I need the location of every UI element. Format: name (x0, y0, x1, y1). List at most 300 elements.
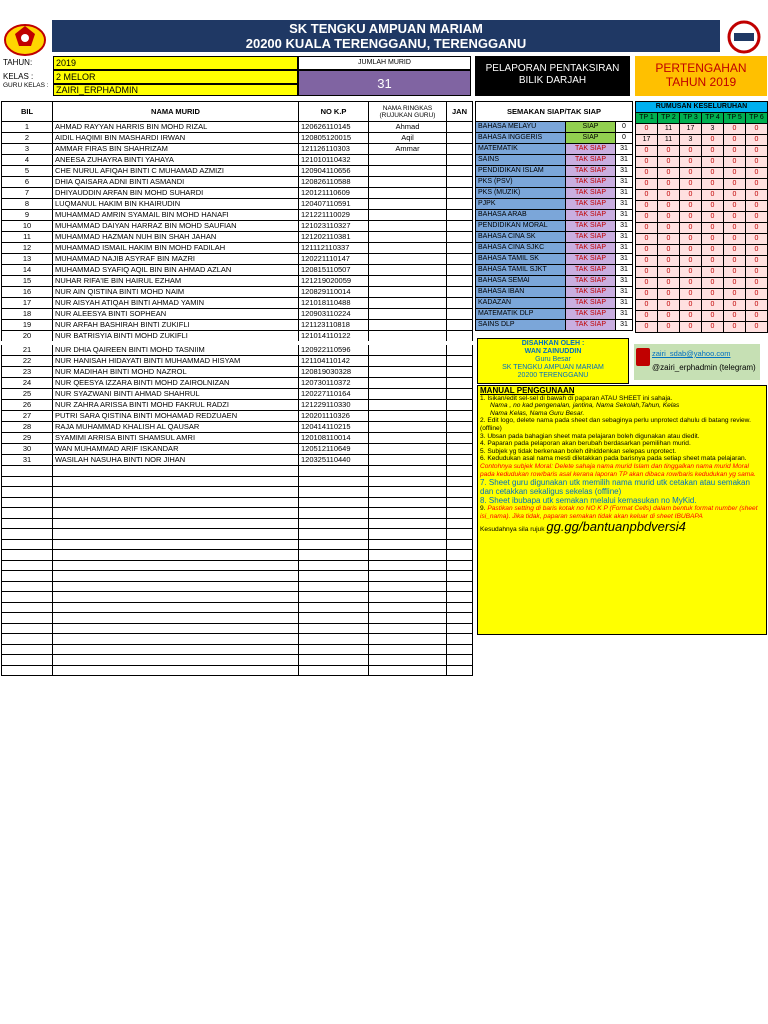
ringkas-cell[interactable] (369, 166, 447, 177)
nama-cell[interactable]: SYAMIMI ARRISA BINTI SHAMSUL AMRI (53, 433, 299, 444)
kp-cell[interactable]: 121104110142 (299, 356, 369, 367)
ringkas-cell[interactable] (369, 592, 447, 603)
bil-cell[interactable] (2, 539, 53, 550)
kp-cell[interactable] (299, 529, 369, 540)
ringkas-cell[interactable] (369, 389, 447, 400)
kp-cell[interactable] (299, 539, 369, 550)
jan-cell[interactable] (447, 254, 473, 265)
nama-cell[interactable]: NUHAR RIFA'IE BIN HAIRUL EZHAM (53, 276, 299, 287)
bil-cell[interactable] (2, 550, 53, 561)
bil-cell[interactable]: 31 (2, 455, 53, 466)
ringkas-cell[interactable] (369, 199, 447, 210)
nama-cell[interactable]: DHIYAUDDIN ARFAN BIN MOHD SUHARDI (53, 188, 299, 199)
nama-cell[interactable] (53, 518, 299, 529)
ringkas-cell[interactable] (369, 254, 447, 265)
ringkas-cell[interactable] (369, 497, 447, 508)
kp-cell[interactable]: 121018110488 (299, 298, 369, 309)
nama-cell[interactable]: RAJA MUHAMMAD KHALISH AL QAUSAR (53, 422, 299, 433)
ringkas-cell[interactable] (369, 560, 447, 571)
tp-count: 0 (724, 146, 746, 157)
ringkas-cell[interactable] (369, 210, 447, 221)
bil-cell[interactable]: 28 (2, 422, 53, 433)
tp-count: 0 (702, 212, 724, 223)
table-row (2, 331, 473, 344)
kp-cell[interactable]: 121219020059 (299, 276, 369, 287)
jan-cell[interactable] (447, 433, 473, 444)
jan-cell[interactable] (447, 411, 473, 422)
bil-cell[interactable]: 26 (2, 400, 53, 411)
nama-cell[interactable] (53, 539, 299, 550)
bil-cell[interactable]: 17 (2, 298, 53, 309)
kp-cell[interactable]: 120227110164 (299, 389, 369, 400)
jan-cell[interactable] (447, 455, 473, 466)
ringkas-cell[interactable] (369, 634, 447, 645)
ringkas-cell[interactable] (369, 320, 447, 331)
jan-cell[interactable] (447, 400, 473, 411)
kp-cell[interactable]: 121126110303 (299, 144, 369, 155)
ringkas-cell[interactable] (369, 400, 447, 411)
nama-cell[interactable]: MUHAMMAD ISMAIL HAKIM BIN MOHD FADILAH (53, 243, 299, 254)
ringkas-cell[interactable] (369, 411, 447, 422)
kp-cell[interactable] (299, 487, 369, 498)
kp-cell[interactable]: 120826110588 (299, 177, 369, 188)
ringkas-cell[interactable] (369, 623, 447, 634)
ringkas-cell[interactable] (369, 655, 447, 666)
jan-cell[interactable] (447, 602, 473, 613)
ringkas-cell[interactable] (369, 518, 447, 529)
jan-cell[interactable] (447, 466, 473, 477)
bil-cell[interactable]: 22 (2, 356, 53, 367)
jan-cell[interactable] (447, 232, 473, 243)
bil-cell[interactable]: 13 (2, 254, 53, 265)
count-cell: 31 (616, 166, 633, 177)
jan-cell[interactable] (447, 613, 473, 624)
tp-count: 0 (746, 157, 768, 168)
ringkas-cell[interactable] (369, 455, 447, 466)
bil-cell[interactable] (2, 644, 53, 655)
ringkas-cell[interactable]: Ahmad (369, 122, 447, 133)
nama-cell[interactable]: NUR HANISAH HIDAYATI BINTI MUHAMMAD HISYAM (53, 356, 299, 367)
jan-cell[interactable] (447, 422, 473, 433)
kp-cell[interactable] (299, 560, 369, 571)
bil-cell[interactable]: 21 (2, 343, 53, 356)
jan-cell[interactable] (447, 122, 473, 133)
kp-cell[interactable] (299, 613, 369, 624)
jan-cell[interactable] (447, 199, 473, 210)
tp-count: 0 (702, 322, 724, 333)
nama-cell[interactable]: NUR DHIA QAIREEN BINTI MOHD TASNIIM (53, 343, 299, 356)
nama-cell[interactable]: DHIA QAISARA ADNI BINTI ASMANDI (53, 177, 299, 188)
tp-count: 0 (658, 234, 680, 245)
subject-cell: PENDIDIKAN ISLAM (476, 166, 566, 177)
tp-count: 3 (702, 124, 724, 135)
ringkas-cell[interactable] (369, 529, 447, 540)
jan-cell[interactable] (447, 221, 473, 232)
kp-cell[interactable] (299, 592, 369, 603)
jan-cell[interactable] (447, 343, 473, 356)
ringkas-cell[interactable] (369, 422, 447, 433)
tp-count: 0 (724, 245, 746, 256)
kp-cell[interactable] (299, 644, 369, 655)
kp-cell[interactable]: 121112110337 (299, 243, 369, 254)
kelas-field[interactable]: 2 MELOR (53, 70, 298, 84)
jan-cell[interactable] (447, 476, 473, 487)
ringkas-cell[interactable] (369, 331, 447, 344)
ringkas-cell[interactable] (369, 444, 447, 455)
nama-cell[interactable] (53, 644, 299, 655)
bil-cell[interactable] (2, 655, 53, 666)
bil-cell[interactable]: 1 (2, 122, 53, 133)
jan-cell[interactable] (447, 298, 473, 309)
bil-cell[interactable]: 30 (2, 444, 53, 455)
nama-cell[interactable]: AHMAD RAYYAN HARRIS BIN MOHD RIZAL (53, 122, 299, 133)
bil-cell[interactable]: 8 (2, 199, 53, 210)
kp-cell[interactable] (299, 655, 369, 666)
kp-cell[interactable]: 120407110591 (299, 199, 369, 210)
jan-cell[interactable] (447, 444, 473, 455)
nama-cell[interactable]: LUQMANUL HAKIM BIN KHAIRUDIN (53, 199, 299, 210)
jan-cell[interactable] (447, 210, 473, 221)
kp-cell[interactable]: 120904110656 (299, 166, 369, 177)
jan-cell[interactable] (447, 166, 473, 177)
bil-cell[interactable]: 20 (2, 331, 53, 344)
tp-count: 0 (636, 289, 658, 300)
bil-cell[interactable] (2, 613, 53, 624)
nama-cell[interactable] (53, 508, 299, 519)
kp-cell[interactable]: 121229110330 (299, 400, 369, 411)
table-row (2, 581, 473, 592)
jan-cell[interactable] (447, 508, 473, 519)
bil-cell[interactable] (2, 487, 53, 498)
jan-cell[interactable] (447, 144, 473, 155)
jan-cell[interactable] (447, 243, 473, 254)
nama-cell[interactable]: AMMAR FIRAS BIN SHAHRIZAM (53, 144, 299, 155)
nama-cell[interactable] (53, 497, 299, 508)
tp-header-row (636, 113, 768, 124)
nama-cell[interactable]: NUR ZAHRA ARISSA BINTI MOHD FAKRUL RADZI (53, 400, 299, 411)
ringkas-cell[interactable] (369, 476, 447, 487)
bil-cell[interactable] (2, 466, 53, 477)
bil-cell[interactable]: 10 (2, 221, 53, 232)
tp-count: 0 (680, 234, 702, 245)
bil-cell[interactable]: 27 (2, 411, 53, 422)
ringkas-cell[interactable] (369, 581, 447, 592)
nama-cell[interactable] (53, 581, 299, 592)
kp-cell[interactable] (299, 550, 369, 561)
bil-cell[interactable]: 12 (2, 243, 53, 254)
manual-line: 4. Paparan pada pelaporan akan berubah berdasarkan pemilihan murid. (480, 440, 691, 448)
school-logo (3, 20, 47, 56)
bil-cell[interactable] (2, 623, 53, 634)
kp-cell[interactable]: 120201110326 (299, 411, 369, 422)
status-cell: TAK SIAP (566, 232, 616, 243)
status-cell: TAK SIAP (566, 254, 616, 265)
kp-cell[interactable] (299, 571, 369, 582)
nama-cell[interactable] (53, 550, 299, 561)
bil-cell[interactable] (2, 571, 53, 582)
kp-cell[interactable]: 120922110596 (299, 343, 369, 356)
nama-cell[interactable]: NUR QEESYA IZZARA BINTI MOHD ZAIROLNIZAN (53, 378, 299, 389)
nama-cell[interactable] (53, 655, 299, 666)
rumusan-table (635, 101, 768, 333)
bil-cell[interactable]: 23 (2, 367, 53, 378)
ringkas-cell[interactable] (369, 487, 447, 498)
kp-cell[interactable]: 120626110145 (299, 122, 369, 133)
nama-cell[interactable]: ANEESA ZUHAYRA BINTI YAHAYA (53, 155, 299, 166)
status-cell: TAK SIAP (566, 199, 616, 210)
nama-cell[interactable]: WASILAH NASUHA BINTI NOR JIHAN (53, 455, 299, 466)
kp-cell[interactable]: 120805120015 (299, 133, 369, 144)
kp-cell[interactable] (299, 508, 369, 519)
kp-cell[interactable]: 120819030328 (299, 367, 369, 378)
jan-cell[interactable] (447, 155, 473, 166)
jan-cell[interactable] (447, 539, 473, 550)
jan-cell[interactable] (447, 133, 473, 144)
rumusan-row (636, 289, 768, 300)
contact-email[interactable]: zairi_sdab@yahoo.com (652, 349, 731, 358)
nama-cell[interactable]: NUR SYAZWANI BINTI AHMAD SHAHRUL (53, 389, 299, 400)
ringkas-cell[interactable] (369, 343, 447, 356)
jan-cell[interactable] (447, 309, 473, 320)
pelaporan-banner: PELAPORAN PENTAKSIRAN BILIK DARJAH (475, 56, 630, 96)
kp-cell[interactable]: 121123110818 (299, 320, 369, 331)
kp-cell[interactable] (299, 665, 369, 676)
jan-cell[interactable] (447, 367, 473, 378)
kp-cell[interactable]: 121221110029 (299, 210, 369, 221)
ringkas-cell[interactable] (369, 433, 447, 444)
ringkas-cell[interactable]: Aqil (369, 133, 447, 144)
tp-count: 0 (658, 157, 680, 168)
table-row (2, 243, 473, 254)
jan-cell[interactable] (447, 265, 473, 276)
ringkas-cell[interactable] (369, 539, 447, 550)
jan-cell[interactable] (447, 378, 473, 389)
status-cell: SIAP (566, 122, 616, 133)
nama-cell[interactable]: AIDIL HAQIMI BIN MASHARDI IRWAN (53, 133, 299, 144)
guru-field[interactable]: ZAIRI_ERPHADMIN (53, 84, 298, 96)
ringkas-cell[interactable] (369, 602, 447, 613)
ringkas-cell[interactable] (369, 265, 447, 276)
col-bil: BIL (2, 102, 53, 122)
jan-cell[interactable] (447, 518, 473, 529)
jan-cell[interactable] (447, 644, 473, 655)
nama-cell[interactable]: WAN MUHAMMAD ARIF ISKANDAR (53, 444, 299, 455)
nama-cell[interactable]: MUHAMMAD NAJIB ASYRAF BIN MAZRI (53, 254, 299, 265)
jan-cell[interactable] (447, 389, 473, 400)
jan-cell[interactable] (447, 276, 473, 287)
nama-cell[interactable]: NUR ARFAH BASHIRAH BINTI ZUKIFLI (53, 320, 299, 331)
ringkas-cell[interactable] (369, 221, 447, 232)
tp-count: 0 (746, 245, 768, 256)
status-cell: TAK SIAP (566, 188, 616, 199)
ringkas-cell[interactable] (369, 665, 447, 676)
tahun-field[interactable]: 2019 (53, 56, 298, 70)
kp-cell[interactable] (299, 581, 369, 592)
bil-cell[interactable]: 16 (2, 287, 53, 298)
ringkas-cell[interactable] (369, 276, 447, 287)
nama-cell[interactable]: NUR BATRISYIA BINTI MOHD ZUKIFLI (53, 331, 299, 344)
rumusan-row (636, 245, 768, 256)
bil-cell[interactable] (2, 665, 53, 676)
table-row (2, 232, 473, 243)
ringkas-cell[interactable] (369, 466, 447, 477)
bil-cell[interactable] (2, 476, 53, 487)
kp-cell[interactable]: 121014110122 (299, 331, 369, 344)
bil-cell[interactable]: 6 (2, 177, 53, 188)
nama-cell[interactable]: MUHAMMAD AMRIN SYAMAIL BIN MOHD HANAFI (53, 210, 299, 221)
ringkas-cell[interactable] (369, 550, 447, 561)
nama-cell[interactable] (53, 613, 299, 624)
jan-cell[interactable] (447, 287, 473, 298)
nama-cell[interactable]: MUHAMMAD SYAFIQ AQIL BIN BIN AHMAD AZLAN (53, 265, 299, 276)
nama-cell[interactable] (53, 623, 299, 634)
jan-cell[interactable] (447, 581, 473, 592)
jan-cell[interactable] (447, 487, 473, 498)
jan-cell[interactable] (447, 177, 473, 188)
bil-cell[interactable]: 2 (2, 133, 53, 144)
nama-cell[interactable] (53, 634, 299, 645)
kp-cell[interactable]: 120108110014 (299, 433, 369, 444)
jan-cell[interactable] (447, 623, 473, 634)
jan-cell[interactable] (447, 188, 473, 199)
table-row (2, 155, 473, 166)
kp-cell[interactable] (299, 518, 369, 529)
nama-cell[interactable] (53, 602, 299, 613)
nama-cell[interactable] (53, 476, 299, 487)
bil-cell[interactable] (2, 602, 53, 613)
ringkas-cell[interactable] (369, 298, 447, 309)
nama-cell[interactable] (53, 466, 299, 477)
kelas-label: KELAS : (3, 72, 34, 81)
ringkas-cell[interactable] (369, 613, 447, 624)
kp-cell[interactable]: 120903110224 (299, 309, 369, 320)
bil-cell[interactable]: 4 (2, 155, 53, 166)
bil-cell[interactable]: 5 (2, 166, 53, 177)
jan-cell[interactable] (447, 550, 473, 561)
bil-cell[interactable]: 25 (2, 389, 53, 400)
ringkas-cell[interactable] (369, 356, 447, 367)
tp-count: 0 (702, 245, 724, 256)
kp-cell[interactable]: 120829110014 (299, 287, 369, 298)
ringkas-cell[interactable] (369, 287, 447, 298)
bil-cell[interactable] (2, 518, 53, 529)
ringkas-cell[interactable]: Ammar (369, 144, 447, 155)
nama-cell[interactable]: NUR AISYAH ATIQAH BINTI AHMAD YAMIN (53, 298, 299, 309)
nama-cell[interactable]: MUHAMMAD HAZMAN NUH BIN SHAH JAHAN (53, 232, 299, 243)
kp-cell[interactable]: 121202110381 (299, 232, 369, 243)
ringkas-cell[interactable] (369, 508, 447, 519)
ringkas-cell[interactable] (369, 378, 447, 389)
bil-cell[interactable] (2, 497, 53, 508)
ringkas-cell[interactable] (369, 571, 447, 582)
kp-cell[interactable] (299, 497, 369, 508)
jan-cell[interactable] (447, 592, 473, 603)
kp-cell[interactable] (299, 623, 369, 634)
nama-cell[interactable]: NUR AIN QISTINA BINTI MOHD NAIM (53, 287, 299, 298)
help-link[interactable]: gg.gg/bantuanpbdversi4 (546, 519, 686, 535)
ringkas-cell[interactable] (369, 155, 447, 166)
kp-cell[interactable]: 121023110327 (299, 221, 369, 232)
kp-cell[interactable] (299, 634, 369, 645)
nama-cell[interactable]: NUR ALEESYA BINTI SOPHEAN (53, 309, 299, 320)
bil-cell[interactable] (2, 508, 53, 519)
kp-cell[interactable]: 121010110432 (299, 155, 369, 166)
jan-cell[interactable] (447, 331, 473, 344)
table-row (2, 411, 473, 422)
bil-cell[interactable]: 15 (2, 276, 53, 287)
jan-cell[interactable] (447, 560, 473, 571)
jan-cell[interactable] (447, 320, 473, 331)
jan-cell[interactable] (447, 665, 473, 676)
bil-cell[interactable]: 24 (2, 378, 53, 389)
ringkas-cell[interactable] (369, 188, 447, 199)
kp-cell[interactable]: 120414110215 (299, 422, 369, 433)
bil-cell[interactable]: 14 (2, 265, 53, 276)
nama-cell[interactable]: PUTRI SARA QISTINA BINTI MOHAMAD REDZUAEN (53, 411, 299, 422)
kp-cell[interactable]: 120815110507 (299, 265, 369, 276)
kp-cell[interactable] (299, 466, 369, 477)
jan-cell[interactable] (447, 497, 473, 508)
jan-cell[interactable] (447, 634, 473, 645)
count-cell: 31 (616, 188, 633, 199)
ringkas-cell[interactable] (369, 232, 447, 243)
kp-cell[interactable]: 120325110440 (299, 455, 369, 466)
jan-cell[interactable] (447, 356, 473, 367)
nama-cell[interactable]: CHE NURUL AFIQAH BINTI C MUHAMAD AZMIZI (53, 166, 299, 177)
nama-cell[interactable] (53, 560, 299, 571)
bil-cell[interactable] (2, 634, 53, 645)
bil-cell[interactable]: 19 (2, 320, 53, 331)
bil-cell[interactable] (2, 529, 53, 540)
ringkas-cell[interactable] (369, 243, 447, 254)
nama-cell[interactable] (53, 665, 299, 676)
nama-cell[interactable] (53, 529, 299, 540)
ringkas-cell[interactable] (369, 309, 447, 320)
bil-cell[interactable] (2, 592, 53, 603)
nama-cell[interactable]: NUR MADIHAH BINTI MOHD NAZROL (53, 367, 299, 378)
nama-cell[interactable] (53, 592, 299, 603)
jan-cell[interactable] (447, 529, 473, 540)
bil-cell[interactable]: 3 (2, 144, 53, 155)
tp-count: 0 (746, 267, 768, 278)
bil-cell[interactable]: 9 (2, 210, 53, 221)
bil-cell[interactable] (2, 581, 53, 592)
bil-cell[interactable]: 7 (2, 188, 53, 199)
bil-cell[interactable]: 29 (2, 433, 53, 444)
tp-header: TP 3 (680, 113, 702, 124)
tp-count: 0 (702, 311, 724, 322)
kp-cell[interactable]: 120121110609 (299, 188, 369, 199)
jan-cell[interactable] (447, 655, 473, 666)
ringkas-cell[interactable] (369, 177, 447, 188)
kp-cell[interactable] (299, 476, 369, 487)
jan-cell[interactable] (447, 571, 473, 582)
kp-cell[interactable]: 120512110649 (299, 444, 369, 455)
nama-cell[interactable]: MUHAMMAD DAIYAN HARRAZ BIN MOHD SAUFIAN (53, 221, 299, 232)
ringkas-cell[interactable] (369, 367, 447, 378)
bil-cell[interactable]: 11 (2, 232, 53, 243)
table-row (2, 356, 473, 367)
pertengahan-banner: PERTENGAHAN TAHUN 2019 (635, 56, 767, 96)
kp-cell[interactable]: 120221110147 (299, 254, 369, 265)
nama-cell[interactable] (53, 487, 299, 498)
nama-cell[interactable] (53, 571, 299, 582)
kp-cell[interactable] (299, 602, 369, 613)
ringkas-cell[interactable] (369, 644, 447, 655)
kp-cell[interactable]: 120730110372 (299, 378, 369, 389)
bil-cell[interactable] (2, 560, 53, 571)
bil-cell[interactable]: 18 (2, 309, 53, 320)
